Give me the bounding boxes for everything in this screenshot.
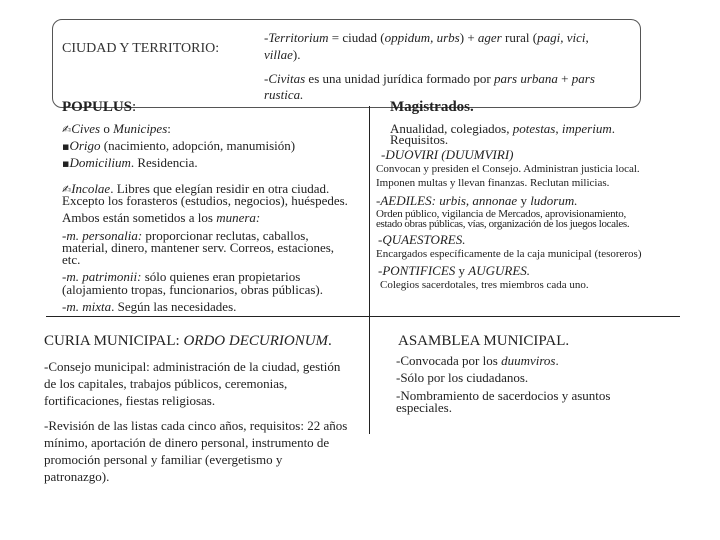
territorium-rural: rural ( [501, 30, 538, 45]
populus-title-text: POPULUS [62, 99, 133, 115]
curia-p1-line-3: fortificaciones, fiestas religiosas. [44, 393, 216, 408]
origo-line [62, 139, 295, 153]
ludorum: ludorum. [530, 193, 578, 208]
territorium-plus: ) + [459, 30, 478, 45]
ambos-line [62, 211, 260, 224]
civitas-term: -Civitas [264, 71, 306, 86]
curia-title [44, 334, 332, 349]
territorium-term: -Territorium [264, 30, 329, 45]
urbis-annonae: urbis, annonae [439, 193, 518, 208]
m-patrimonii-label: -m. patrimonii: [62, 269, 142, 284]
square-bullet-icon: ▪ [62, 140, 70, 153]
square-bullet-icon: ▪ [62, 157, 70, 170]
mixta-line [62, 300, 236, 313]
populus-colon: : [132, 99, 137, 115]
solo-line: -Sólo por los ciudadanos. [396, 370, 529, 385]
curia-p2-line-4: patronazgo). [44, 469, 110, 484]
requisitos-line: Requisitos. [390, 132, 449, 147]
curia-dot: . [328, 333, 332, 349]
domicilium-line [62, 156, 198, 170]
pen-icon: ✍ [62, 123, 72, 136]
curia-p2-line-3: promoción personal y familiar (evergetismo y [44, 452, 283, 467]
civitas-line-2 [264, 88, 303, 101]
ager: ager [477, 30, 502, 45]
duoviri-label: -DUOVIRI ( [381, 147, 446, 162]
vertical-divider [369, 106, 370, 434]
duoviri-desc-2: Imponen multas y llevan finanzas. Reclutan milicias. [376, 177, 610, 189]
territorium-line-2 [264, 48, 300, 61]
m-personalia-rest: proporcionar reclutas, caballos, [142, 228, 309, 243]
m-mixta-label: -m. mixta [62, 299, 112, 314]
anualidad-text: Anualidad, colegiados, [390, 121, 513, 136]
asamblea-title: ASAMBLEA MUNICIPAL. [398, 333, 570, 349]
m-mixta-rest: . Según las necesidades. [111, 299, 237, 314]
horizontal-divider [46, 316, 680, 317]
potestas: potestas [512, 121, 556, 136]
m-personalia-label: -m. personalia: [62, 228, 143, 243]
quaestores-desc: Encargados específicamente de la caja municipal (tesoreros) [376, 248, 642, 260]
ciudad-title: CIUDAD Y TERRITORIO: [62, 41, 220, 56]
territorium-line-1 [264, 31, 589, 44]
imperium: imperium [561, 121, 612, 136]
patrimonii-line-2: (alojamiento tropas, funcionarios, obras públicas). [62, 282, 324, 297]
domicilium-rest: . Residencia. [130, 155, 198, 170]
duoviri-end: ) [509, 147, 514, 162]
populus-title [62, 100, 136, 115]
personalia-line-3: etc. [62, 252, 81, 267]
magistrados-title: Magistrados. [390, 99, 474, 115]
origo-label: Origo [69, 138, 101, 153]
origo-rest: (nacimiento, adopción, manumisión) [100, 138, 296, 153]
quaestores-label: -QUAESTORES. [378, 232, 466, 247]
pagi-vici: pagi, vici, [537, 30, 589, 45]
personalia-line-2: material, dinero, mantener serv. Correos, estaciones, [62, 240, 335, 255]
nombramiento-line-2: especiales. [396, 400, 452, 415]
cives-label: Cives [71, 121, 101, 136]
territorium-eq: = ciudad ( [328, 30, 385, 45]
municipes: Municipes [113, 121, 168, 136]
anualidad-comma: , [555, 121, 562, 136]
pontifices-label: -PONTIFICES [378, 263, 456, 278]
duoviri-line [381, 148, 514, 161]
aediles-y: y [517, 193, 531, 208]
pontifices-y: y [455, 263, 469, 278]
convocada-text: -Convocada por los [396, 353, 502, 368]
civitas-line-1 [264, 72, 595, 85]
nombramiento-line-1: -Nombramiento de sacerdocios y asuntos [396, 388, 611, 403]
munera: munera: [216, 210, 261, 225]
curia-p1-line-2: de los capitales, trabajos públicos, ceremonias, [44, 376, 288, 391]
incolae-rest: . Libres que elegían residir en otra ciudad. [110, 181, 330, 196]
domicilium-label: Domicilium [69, 155, 131, 170]
duumviros: duumviros [501, 353, 556, 368]
territorium-end: ). [292, 47, 301, 62]
curia-p2-line-1: -Revisión de las listas cada cinco años, requisitos: 22 años [44, 418, 348, 433]
convocada-end: . [555, 353, 559, 368]
m-patrimonii-rest: sólo quienes eran propietarios [141, 269, 301, 284]
pars: pars [571, 71, 595, 86]
pontifices-line [378, 264, 530, 277]
quaestores-line [378, 233, 466, 246]
curia-title-text: CURIA MUNICIPAL: [44, 333, 184, 349]
aediles-desc-1: Orden público, vigilancia de Mercados, aprovisionamiento, [376, 208, 627, 220]
incolae-label: Incolae [71, 181, 111, 196]
aediles-label: -AEDILES: [376, 193, 440, 208]
duoviri-desc-1: Convocan y presiden el Consejo. Administran justicia local. [376, 163, 640, 175]
civitas-text: es una unidad jurídica formado por [305, 71, 494, 86]
anualidad-end: . [611, 121, 615, 136]
pen-icon: ✍ [62, 183, 72, 196]
ordo-decurionum: ORDO DECURIONUM [183, 333, 329, 349]
pars-urbana: pars urbana [493, 71, 558, 86]
villae: villae [264, 47, 293, 62]
duumviri: DUUMVIRI [445, 147, 510, 162]
augures: AUGURES. [468, 263, 531, 278]
oppidum: oppidum, urbs [384, 30, 460, 45]
excepto-line: Excepto los forasteros (estudios, negocios), huéspedes. [62, 193, 348, 208]
cives-colon: : [167, 121, 171, 136]
aediles-desc-2: estado obras públicas, vías, organización de los juegos locales. [376, 218, 630, 230]
aediles-line [376, 194, 578, 207]
pontifices-desc: Colegios sacerdotales, tres miembros cada uno. [380, 279, 589, 291]
ambos-text: Ambos están sometidos a los [62, 210, 217, 225]
convocada-line [396, 354, 559, 367]
curia-p2-line-2: mínimo, aportación de dinero personal, instrumento de [44, 435, 330, 450]
cives-rest: o [100, 121, 114, 136]
rustica: rustica. [264, 87, 304, 102]
cives-line [62, 122, 171, 136]
civitas-plus: + [557, 71, 572, 86]
curia-p1-line-1: -Consejo municipal: administración de la ciudad, gestión [44, 359, 341, 374]
